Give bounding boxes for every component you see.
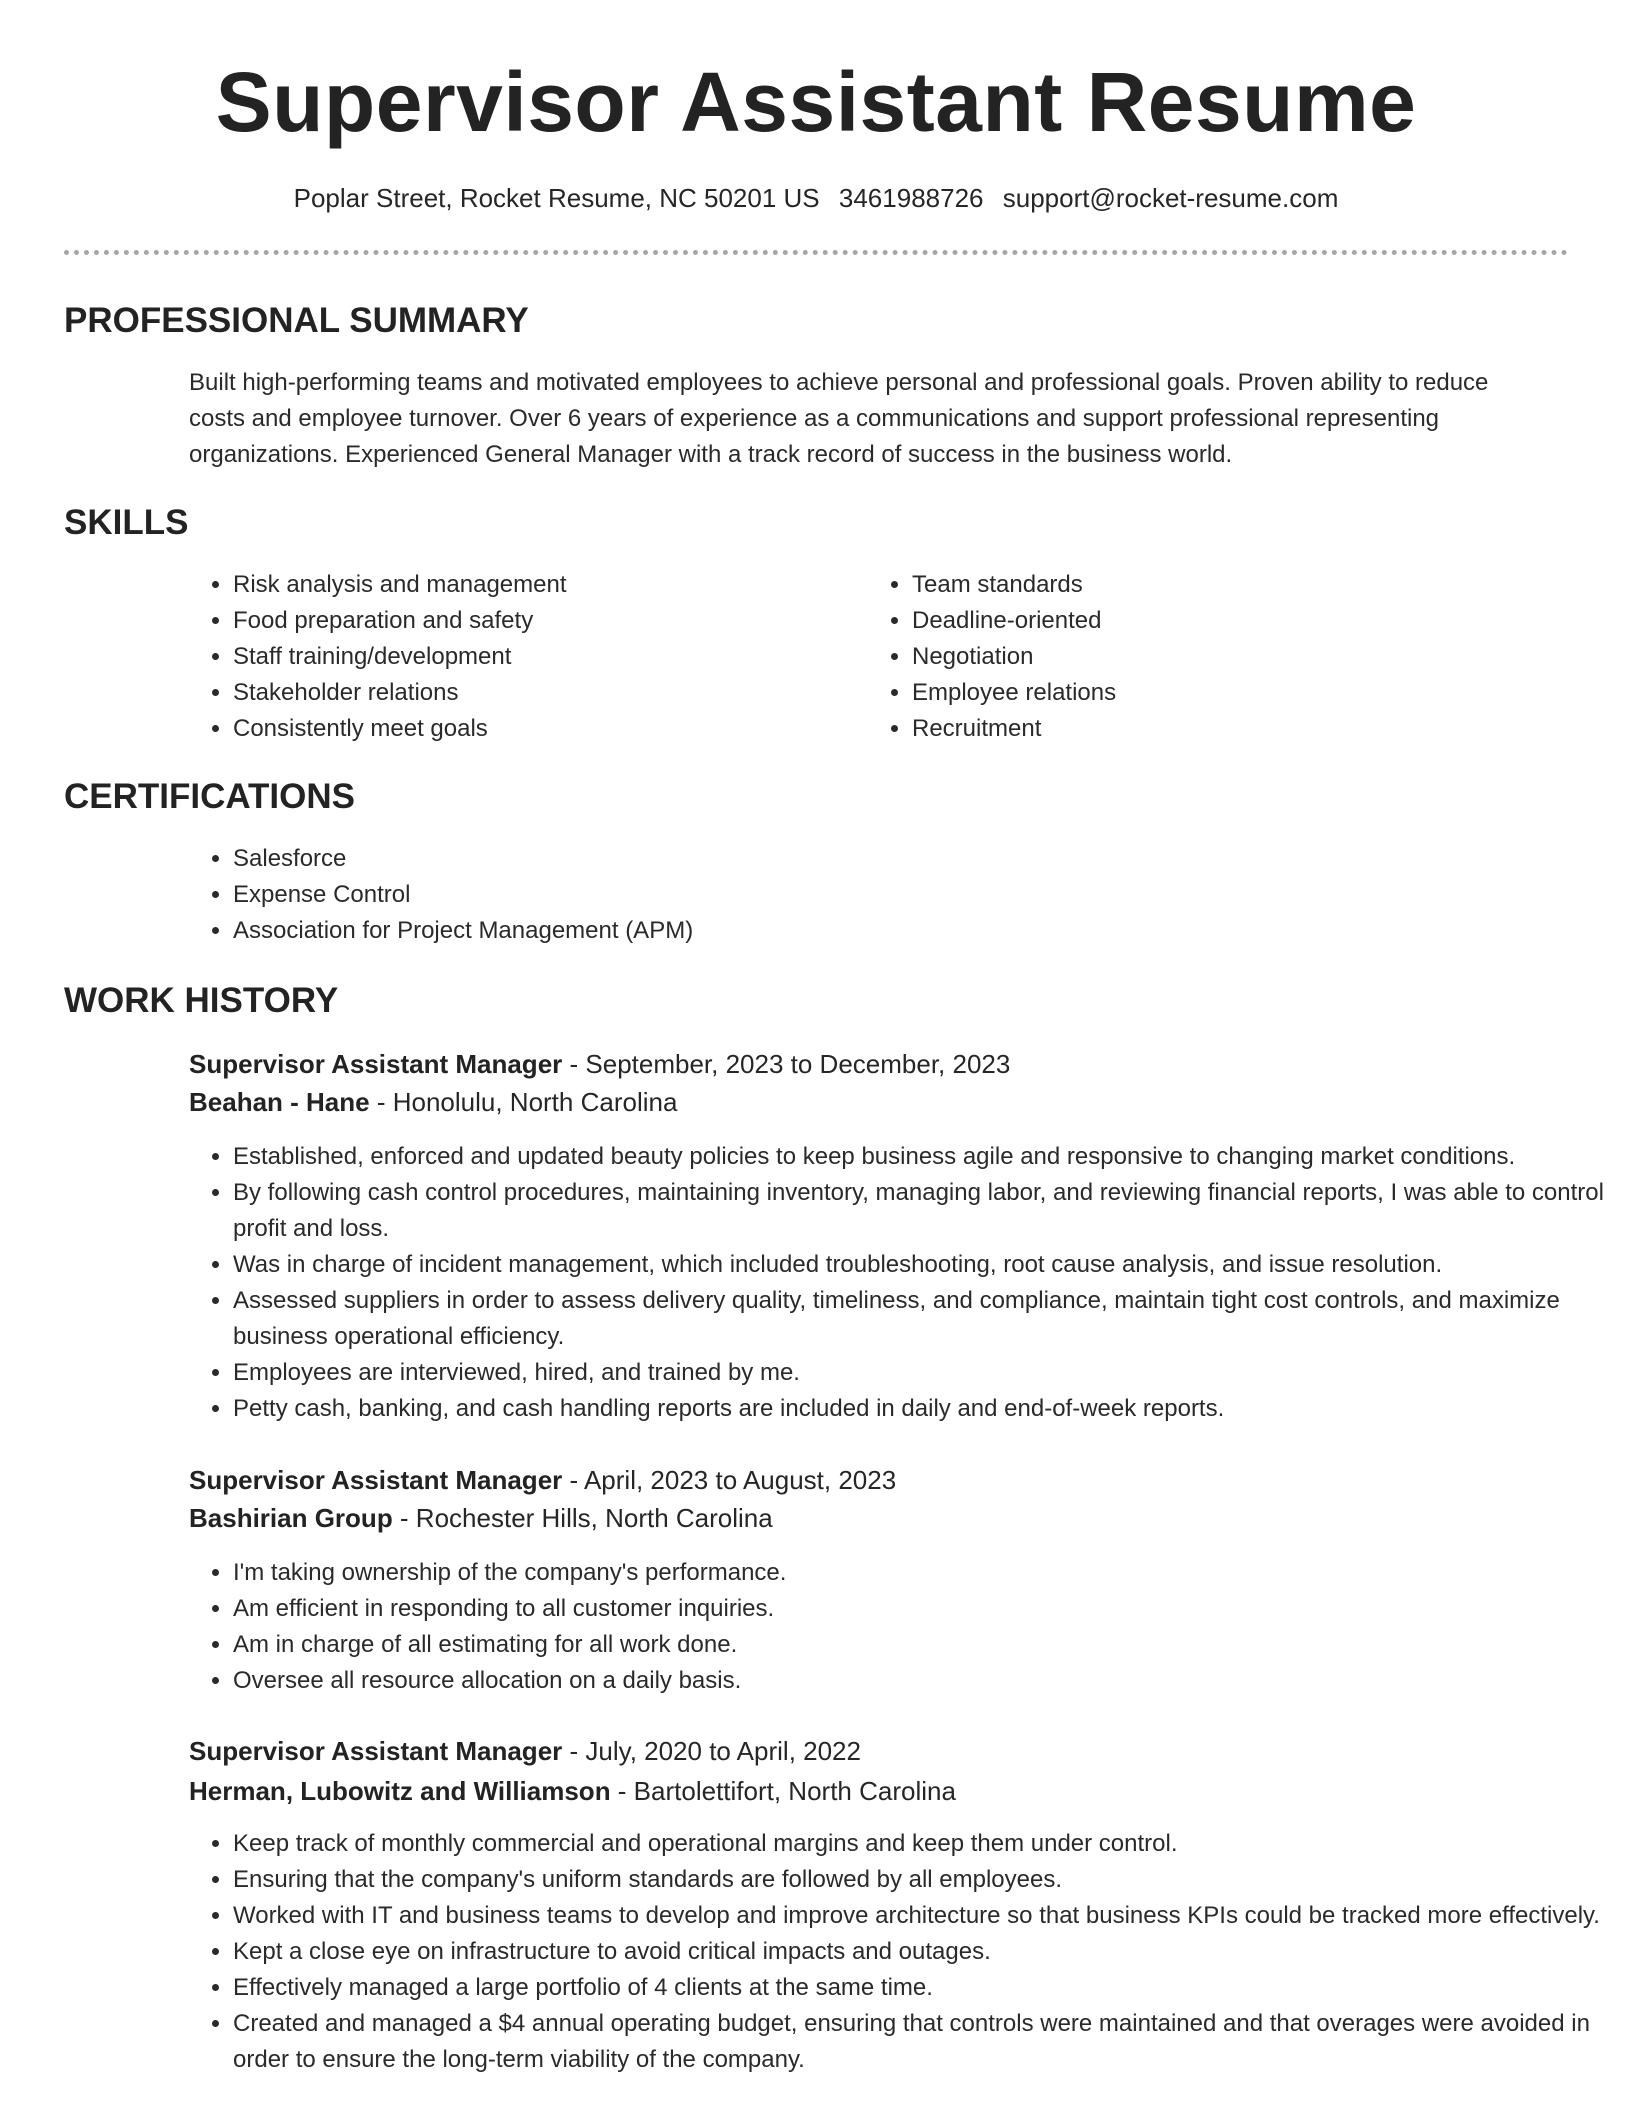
skills-heading: SKILLS bbox=[64, 503, 189, 542]
skills-list-left bbox=[189, 567, 833, 747]
job-company-line bbox=[189, 1083, 677, 1121]
job-duty-item: • By following cash control procedures, maintaining inventory, managing labor, and reviewing financial reports, I was able to control profit and loss. bbox=[233, 1175, 1613, 1247]
job-duty-item: • Established, enforced and updated beauty policies to keep business agile and responsive to changing market conditions. bbox=[233, 1139, 1613, 1175]
job-role: Supervisor Assistant Manager bbox=[189, 1736, 563, 1766]
job-role: Supervisor Assistant Manager bbox=[189, 1465, 563, 1495]
job-title-line bbox=[189, 1045, 1010, 1083]
skill-item: • Employee relations bbox=[912, 675, 1512, 711]
contact-email: support@rocket-resume.com bbox=[1002, 183, 1339, 213]
job-duty-item: • Petty cash, banking, and cash handling reports are included in daily and end-of-week reports. bbox=[233, 1391, 1613, 1427]
skill-item: • Stakeholder relations bbox=[233, 675, 833, 711]
job-role: Supervisor Assistant Manager bbox=[189, 1049, 563, 1079]
job-title-line bbox=[189, 1461, 896, 1499]
job-company-line bbox=[189, 1499, 773, 1537]
job-duty-item: • I'm taking ownership of the company's performance. bbox=[233, 1555, 1613, 1591]
job-dates: - April, 2023 to August, 2023 bbox=[562, 1465, 897, 1495]
skill-item: • Food preparation and safety bbox=[233, 603, 833, 639]
work-history-heading: WORK HISTORY bbox=[64, 981, 339, 1020]
job-duty-item: • Effectively managed a large portfolio of 4 clients at the same time. bbox=[233, 1970, 1613, 2006]
certifications-heading: CERTIFICATIONS bbox=[64, 777, 356, 816]
header-divider bbox=[64, 250, 1568, 255]
contact-info bbox=[0, 180, 1632, 216]
skill-item: • Risk analysis and management bbox=[233, 567, 833, 603]
job-duty-item: • Created and managed a $4 annual operating budget, ensuring that controls were maintained and that overages were avoided in order to ensure the long-term viability of the company. bbox=[233, 2006, 1613, 2078]
job-location: - Honolulu, North Carolina bbox=[369, 1087, 678, 1117]
resume-title: Supervisor Assistant Resume bbox=[215, 55, 1417, 149]
contact-phone: 3461988726 bbox=[838, 183, 984, 213]
skill-item: • Consistently meet goals bbox=[233, 711, 833, 747]
job-company: Beahan - Hane bbox=[189, 1087, 370, 1117]
job-duty-item: • Employees are interviewed, hired, and trained by me. bbox=[233, 1355, 1613, 1391]
job-duties-list bbox=[189, 1826, 1613, 2078]
summary-text: Built high-performing teams and motivated employees to achieve personal and professional goals. Proven ability to reduce costs and employee turnover. Over 6 years of experience as a communications and support professional representing organizations. Experienced General Manager with a track record of success in the business world. bbox=[189, 369, 1489, 468]
job-duty-item: • Worked with IT and business teams to develop and improve architecture so that business KPIs could be tracked more effectively. bbox=[233, 1898, 1613, 1934]
skill-item: • Deadline-oriented bbox=[912, 603, 1512, 639]
job-duty-item: • Kept a close eye on infrastructure to avoid critical impacts and outages. bbox=[233, 1934, 1613, 1970]
job-duties-list bbox=[189, 1555, 1613, 1699]
job-duty-item: • Oversee all resource allocation on a daily basis. bbox=[233, 1663, 1613, 1699]
job-company: Bashirian Group bbox=[189, 1503, 393, 1533]
job-duties-list bbox=[189, 1139, 1613, 1427]
job-duty-item: • Am efficient in responding to all customer inquiries. bbox=[233, 1591, 1613, 1627]
job-dates: - September, 2023 to December, 2023 bbox=[562, 1049, 1011, 1079]
certification-item: • Association for Project Management (APM) bbox=[233, 913, 1533, 949]
job-company-line bbox=[189, 1772, 956, 1810]
job-location: - Rochester Hills, North Carolina bbox=[392, 1503, 773, 1533]
skill-item: • Recruitment bbox=[912, 711, 1512, 747]
certification-item: • Expense Control bbox=[233, 877, 1533, 913]
job-title-line bbox=[189, 1732, 861, 1770]
certification-item: • Salesforce bbox=[233, 841, 1533, 877]
skills-list-right bbox=[868, 567, 1512, 747]
summary-heading: PROFESSIONAL SUMMARY bbox=[64, 301, 529, 340]
contact-address: Poplar Street, Rocket Resume, NC 50201 US bbox=[293, 183, 820, 213]
job-duty-item: • Am in charge of all estimating for all work done. bbox=[233, 1627, 1613, 1663]
job-duty-item: • Ensuring that the company's uniform standards are followed by all employees. bbox=[233, 1862, 1613, 1898]
skill-item: • Staff training/development bbox=[233, 639, 833, 675]
job-location: - Bartolettifort, North Carolina bbox=[610, 1776, 956, 1806]
job-duty-item: • Keep track of monthly commercial and operational margins and keep them under control. bbox=[233, 1826, 1613, 1862]
certifications-list bbox=[189, 841, 1533, 949]
job-company: Herman, Lubowitz and Williamson bbox=[189, 1776, 611, 1806]
job-dates: - July, 2020 to April, 2022 bbox=[562, 1736, 861, 1766]
job-duty-item: • Assessed suppliers in order to assess delivery quality, timeliness, and compliance, maintain tight cost controls, and maximize business operational efficiency. bbox=[233, 1283, 1613, 1355]
skill-item: • Team standards bbox=[912, 567, 1512, 603]
job-duty-item: • Was in charge of incident management, which included troubleshooting, root cause analysis, and issue resolution. bbox=[233, 1247, 1613, 1283]
skill-item: • Negotiation bbox=[912, 639, 1512, 675]
